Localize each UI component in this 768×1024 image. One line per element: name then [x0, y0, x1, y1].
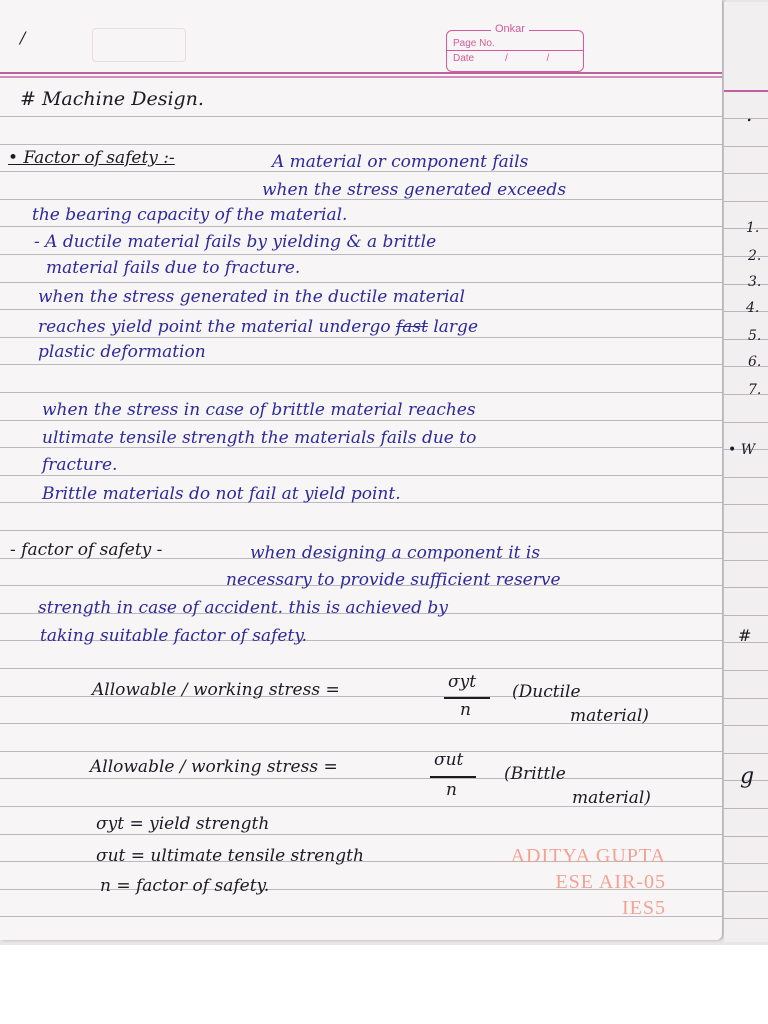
fos2-line-1: when designing a component it is — [250, 543, 541, 563]
next-page-bullet: • W — [728, 442, 756, 458]
ruled-line — [0, 144, 722, 145]
ruled-line — [724, 670, 768, 671]
ruled-line — [724, 587, 768, 588]
ruled-line — [724, 477, 768, 478]
equation-1-denominator: n — [460, 700, 471, 720]
ruled-line — [724, 891, 768, 892]
brittle-line-3: fracture. — [42, 455, 118, 475]
page-title: # Machine Design. — [20, 88, 204, 110]
equation-1-label: Allowable / working stress = — [92, 680, 340, 700]
definition-ultimate-strength: σut = ultimate tensile strength — [96, 846, 364, 866]
next-page-edge — [724, 2, 768, 942]
watermark-line-1: ADITYA GUPTA — [510, 845, 666, 867]
top-margin-line — [0, 72, 722, 74]
ruled-line — [724, 698, 768, 699]
stamp-date-slashes: / / — [505, 53, 568, 64]
stamp-page-label: Page No. — [453, 38, 495, 49]
ruled-line — [724, 725, 768, 726]
next-page-number-6: 6. — [748, 354, 762, 370]
definition-yield-strength: σyt = yield strength — [96, 814, 270, 834]
fos-definition-3: the bearing capacity of the material. — [32, 205, 348, 225]
next-page-number-4: 4. — [746, 300, 760, 316]
watermark-line-3: IES5 — [622, 897, 666, 919]
equation-1-note-1: (Ductile — [512, 682, 581, 702]
ruled-line — [724, 753, 768, 754]
fos2-line-4: taking suitable factor of safety. — [40, 626, 308, 646]
ruled-line — [724, 366, 768, 367]
ruled-line — [724, 339, 768, 340]
ruled-line — [724, 284, 768, 285]
equation-2-fraction-bar — [430, 776, 476, 778]
ruled-line — [724, 422, 768, 423]
yield-line-3: plastic deformation — [38, 342, 206, 362]
next-page-number-7: 7. — [748, 382, 762, 398]
ruled-line — [0, 751, 722, 752]
ruled-line — [0, 254, 722, 255]
next-page-glyph: g — [740, 764, 755, 789]
next-page-hash: # — [738, 626, 752, 645]
fos-definition-2: when the stress generated exceeds — [262, 180, 567, 200]
equation-2-note-2: material) — [572, 788, 651, 808]
page-stamp — [446, 23, 584, 72]
next-page-number-3: 3. — [748, 274, 762, 290]
watermark-line-2: ESE AIR-05 — [555, 871, 666, 893]
fos-heading: • Factor of safety :- — [8, 148, 175, 168]
ruled-line — [0, 226, 722, 227]
equation-2-label: Allowable / working stress = — [90, 757, 338, 777]
brittle-line-2: ultimate tensile strength the materials fails due to — [42, 428, 477, 448]
struck-word: fast — [395, 317, 428, 337]
equation-2-numerator: σut — [434, 750, 464, 770]
ruled-line — [724, 146, 768, 147]
yield-line-1: when the stress generated in the ductile material — [38, 287, 465, 307]
ruled-line — [724, 201, 768, 202]
fos2-line-3: strength in case of accident. this is achieved by — [38, 598, 448, 618]
ruled-line — [0, 530, 722, 531]
next-page-number-1: 1. — [746, 220, 760, 236]
fos2-line-2: necessary to provide sufficient reserve — [226, 570, 561, 590]
ruled-line — [0, 116, 722, 117]
definition-factor-of-safety: n = factor of safety. — [100, 876, 270, 896]
brittle-line-1: when the stress in case of brittle material reaches — [42, 400, 476, 420]
equation-1-fraction-bar — [444, 697, 490, 699]
ruled-line — [724, 863, 768, 864]
equation-1-note-2: material) — [570, 706, 649, 726]
ruled-line — [724, 560, 768, 561]
fos-definition-1: A material or component fails — [272, 152, 529, 172]
ruled-line — [724, 504, 768, 505]
stamp-date-label: Date — [453, 53, 475, 64]
top-margin-line-2 — [0, 76, 722, 78]
ruled-line — [724, 836, 768, 837]
ruled-line — [724, 256, 768, 257]
ruled-line — [0, 668, 722, 669]
ductile-line-2: material fails due to fracture. — [46, 258, 301, 278]
ruled-line — [0, 392, 722, 393]
corner-mark: / — [20, 28, 26, 47]
equation-2-denominator: n — [446, 780, 457, 800]
fos2-heading: - factor of safety - — [10, 540, 163, 560]
ductile-line-1: - A ductile material fails by yielding & a brittle — [34, 232, 437, 252]
equation-1-numerator: σyt — [448, 672, 477, 692]
ruled-line — [724, 918, 768, 919]
ruled-line — [724, 532, 768, 533]
ruled-line — [0, 282, 722, 283]
next-page-number-5: 5. — [748, 328, 762, 344]
ruled-line — [724, 615, 768, 616]
brittle-line-4: Brittle materials do not fail at yield point. — [42, 484, 401, 504]
next-page-number-2: 2. — [748, 248, 762, 264]
next-page-dot: . — [746, 102, 753, 126]
equation-2-note-1: (Brittle — [504, 764, 566, 784]
ruled-line — [0, 778, 722, 779]
ruled-line — [724, 173, 768, 174]
watermark — [511, 843, 666, 921]
ruled-line — [0, 309, 722, 310]
ruled-line — [0, 364, 722, 365]
ruled-line — [724, 808, 768, 809]
stamp-brand: Onkar — [491, 23, 529, 35]
ruled-line — [724, 394, 768, 395]
yield-line-2: reaches yield point the material undergo fast large — [38, 317, 479, 337]
faint-stamp-box — [92, 28, 186, 62]
